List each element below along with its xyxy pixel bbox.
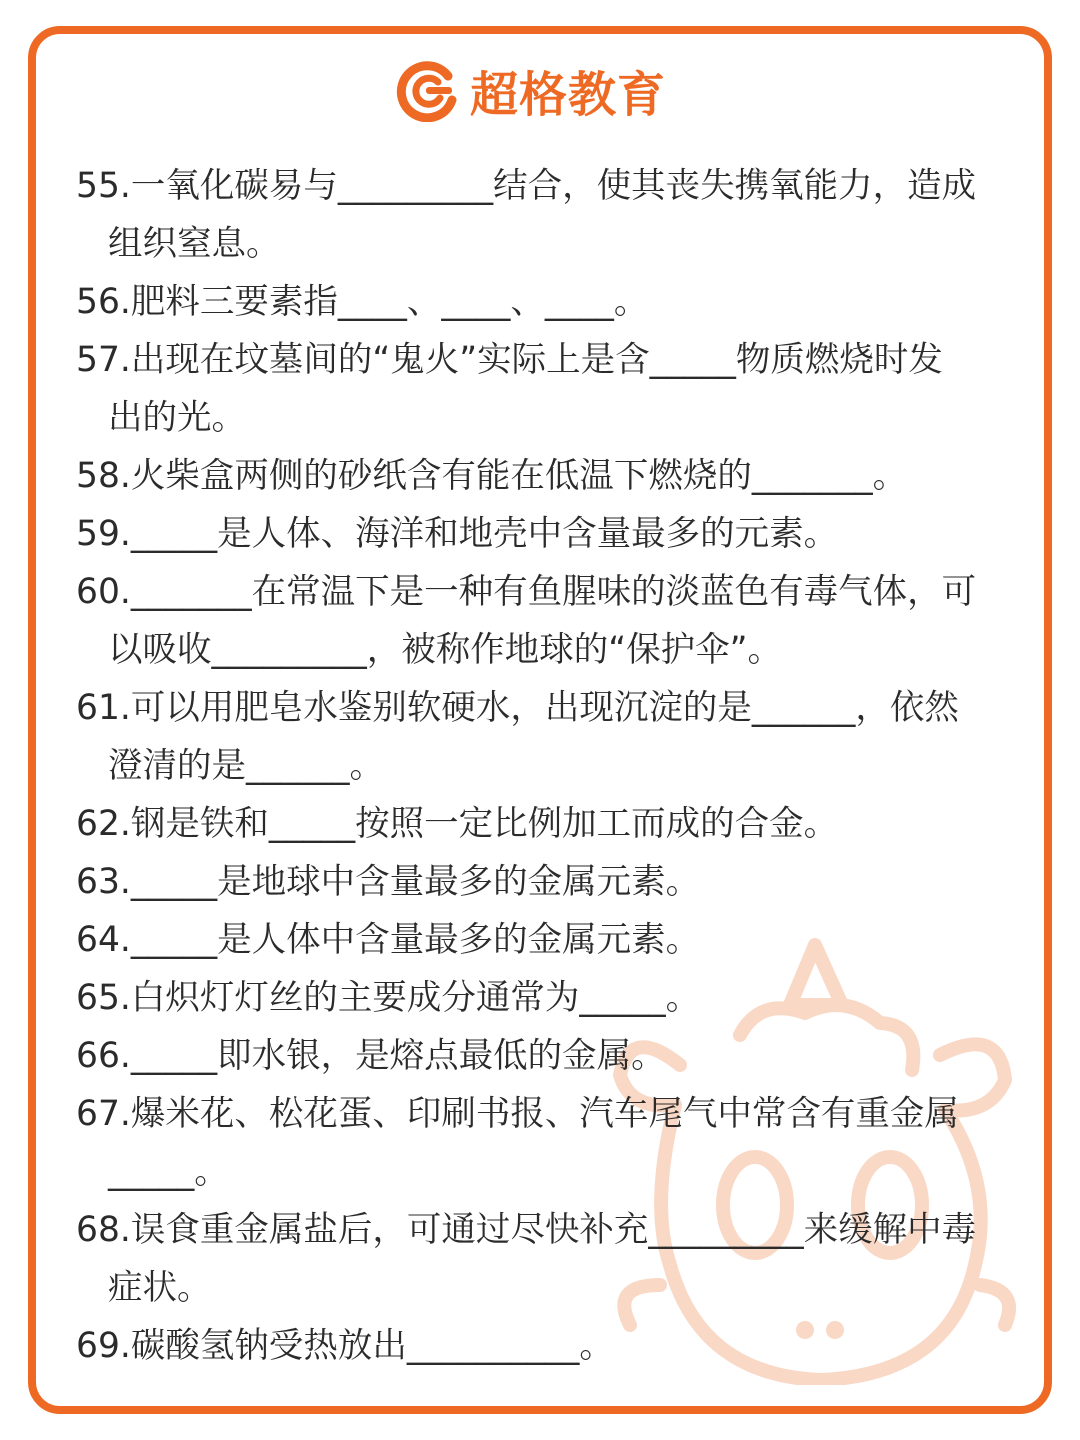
unicorn-mascot-icon: [590, 905, 1030, 1385]
question-continuation-line: 以吸收_________，被称作地球的“保护伞”。: [108, 630, 782, 670]
question-line: 68.误食重金属盐后，可通过尽快补充_________来缓解中毒: [76, 1210, 977, 1250]
question-line: 60._______在常温下是一种有鱼腥味的淡蓝色有毒气体，可: [76, 572, 977, 612]
chaoge-g-logo-icon: [396, 58, 460, 122]
question-line: 63._____是地球中含量最多的金属元素。: [76, 862, 701, 902]
question-line: 56.肥料三要素指____、____、____。: [76, 282, 649, 322]
question-line: 61.可以用肥皂水鉴别软硬水，出现沉淀的是______，依然: [76, 688, 959, 728]
brand-name: 超格教育: [470, 66, 667, 123]
question-line: 57.出现在坟墓间的“鬼火”实际上是含_____物质燃烧时发: [76, 340, 943, 380]
question-continuation-line: 出的光。: [108, 398, 246, 438]
question-line: 64._____是人体中含量最多的金属元素。: [76, 920, 701, 960]
question-continuation-line: 澄清的是______。: [108, 746, 384, 786]
question-line: 62.钢是铁和_____按照一定比例加工而成的合金。: [76, 804, 839, 844]
brand-logo: [396, 58, 666, 122]
question-line: 55.一氧化碳易与_________结合，使其丧失携氧能力，造成: [76, 166, 977, 206]
question-line: 65.白炽灯灯丝的主要成分通常为_____。: [76, 978, 701, 1018]
question-line: 69.碳酸氢钠受热放出__________。: [76, 1326, 614, 1366]
question-continuation-line: _____。: [108, 1152, 229, 1192]
question-line: 58.火柴盒两侧的砂纸含有能在低温下燃烧的_______。: [76, 456, 908, 496]
question-line: 66._____即水银，是熔点最低的金属。: [76, 1036, 666, 1076]
question-continuation-line: 组织窒息。: [108, 224, 281, 264]
question-continuation-line: 症状。: [108, 1268, 212, 1308]
question-line: 67.爆米花、松花蛋、印刷书报、汽车尾气中常含有重金属: [76, 1094, 959, 1134]
question-line: 59._____是人体、海洋和地壳中含量最多的元素。: [76, 514, 839, 554]
